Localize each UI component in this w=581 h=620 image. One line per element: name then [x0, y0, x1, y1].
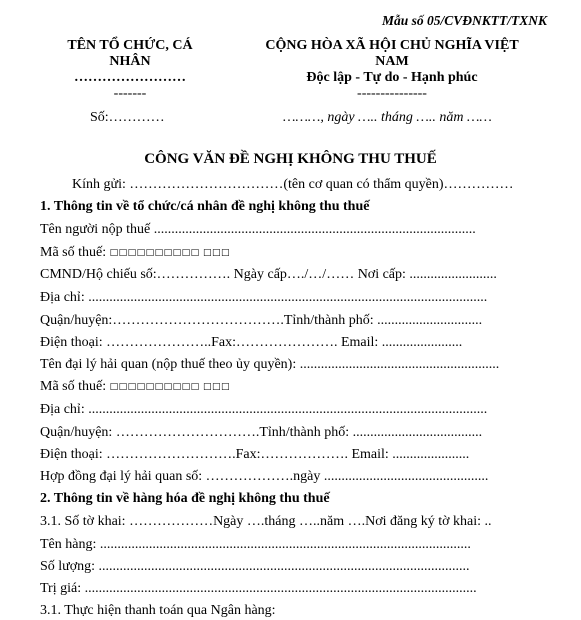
- agent-name-line: Tên đại lý hải quan (nộp thuế theo ủy quyền): .........................................................: [40, 357, 500, 372]
- value-line: Trị giá: ................................................................................................................: [40, 581, 477, 596]
- national-motto: Độc lập - Tự do - Hạnh phúc: [306, 70, 478, 85]
- recipient-line: Kính gửi: ……………………………(tên cơ quan có thẩm quyền)……………: [72, 177, 514, 192]
- form-number: Mẫu số 05/CVĐNKTT/TXNK: [381, 13, 547, 28]
- organization-header: [40, 38, 220, 102]
- agent-address-line: Địa chỉ: ..................................................................................................................: [40, 402, 488, 417]
- agent-tax-code-label: Mã số thuế:: [40, 379, 107, 394]
- page-title: CÔNG VĂN ĐỀ NGHỊ KHÔNG THU THUẾ: [144, 151, 437, 167]
- national-separator: ---------------: [357, 86, 427, 101]
- agent-contract-line: Hợp đồng đại lý hải quan số: ……………….ngày ...............................................: [40, 469, 489, 484]
- tax-code-line: [40, 245, 230, 261]
- org-name-line2: NHÂN: [109, 54, 151, 69]
- document-number: Số:…………: [90, 110, 165, 125]
- agent-tax-code-boxes: □□□□□□□□□□ □□□: [109, 382, 231, 392]
- org-separator: -------: [113, 86, 147, 101]
- national-header: [222, 38, 562, 102]
- agent-phone-line: Điện thoại: ……………………….Fax:………………. Email: ......................: [40, 447, 470, 462]
- national-name-line1: CỘNG HÒA XÃ HỘI CHỦ NGHĨA VIỆT: [265, 38, 519, 53]
- id-card-line: CMND/Hộ chiếu số:……………. Ngày cấp…./…/…… Nơi cấp: .........................: [40, 267, 497, 282]
- district-line: Quận/huyện:……………………………….Tỉnh/thành phố: ..............................: [40, 313, 483, 328]
- document-date: ………, ngày ….. tháng ….. năm ……: [283, 110, 492, 125]
- bank-payment-line: 3.1. Thực hiện thanh toán qua Ngân hàng:: [40, 603, 276, 618]
- taxpayer-name-line: Tên người nộp thuế ............................................................................................: [40, 222, 476, 237]
- tax-code-boxes: □□□□□□□□□□ □□□: [109, 248, 231, 258]
- address-line: Địa chỉ: ..................................................................................................................: [40, 290, 488, 305]
- goods-name-line: Tên hàng: ..........................................................................................................: [40, 537, 471, 552]
- tax-code-label: Mã số thuế:: [40, 245, 107, 260]
- agent-district-line: Quận/huyện: ………………………….Tỉnh/thành phố: .....................................: [40, 425, 483, 440]
- phone-line: Điện thoại: …………………..Fax:…………………. Email: .......................: [40, 335, 463, 350]
- org-dots: ……………………: [74, 70, 186, 85]
- section2-heading: 2. Thông tin về hàng hóa đề nghị không thu thuế: [40, 491, 330, 506]
- national-name-line2: NAM: [375, 54, 409, 69]
- org-name-line1: TÊN TỔ CHỨC, CÁ: [67, 38, 193, 53]
- section1-heading: 1. Thông tin về tổ chức/cá nhân đề nghị không thu thuế: [40, 199, 370, 214]
- declaration-number-line: 3.1. Số tờ khai: ………………Ngày ….tháng …..năm ….Nơi đăng ký tờ khai: ..: [40, 514, 492, 529]
- quantity-line: Số lượng: ..........................................................................................................: [40, 559, 470, 574]
- agent-tax-code-line: [40, 379, 230, 395]
